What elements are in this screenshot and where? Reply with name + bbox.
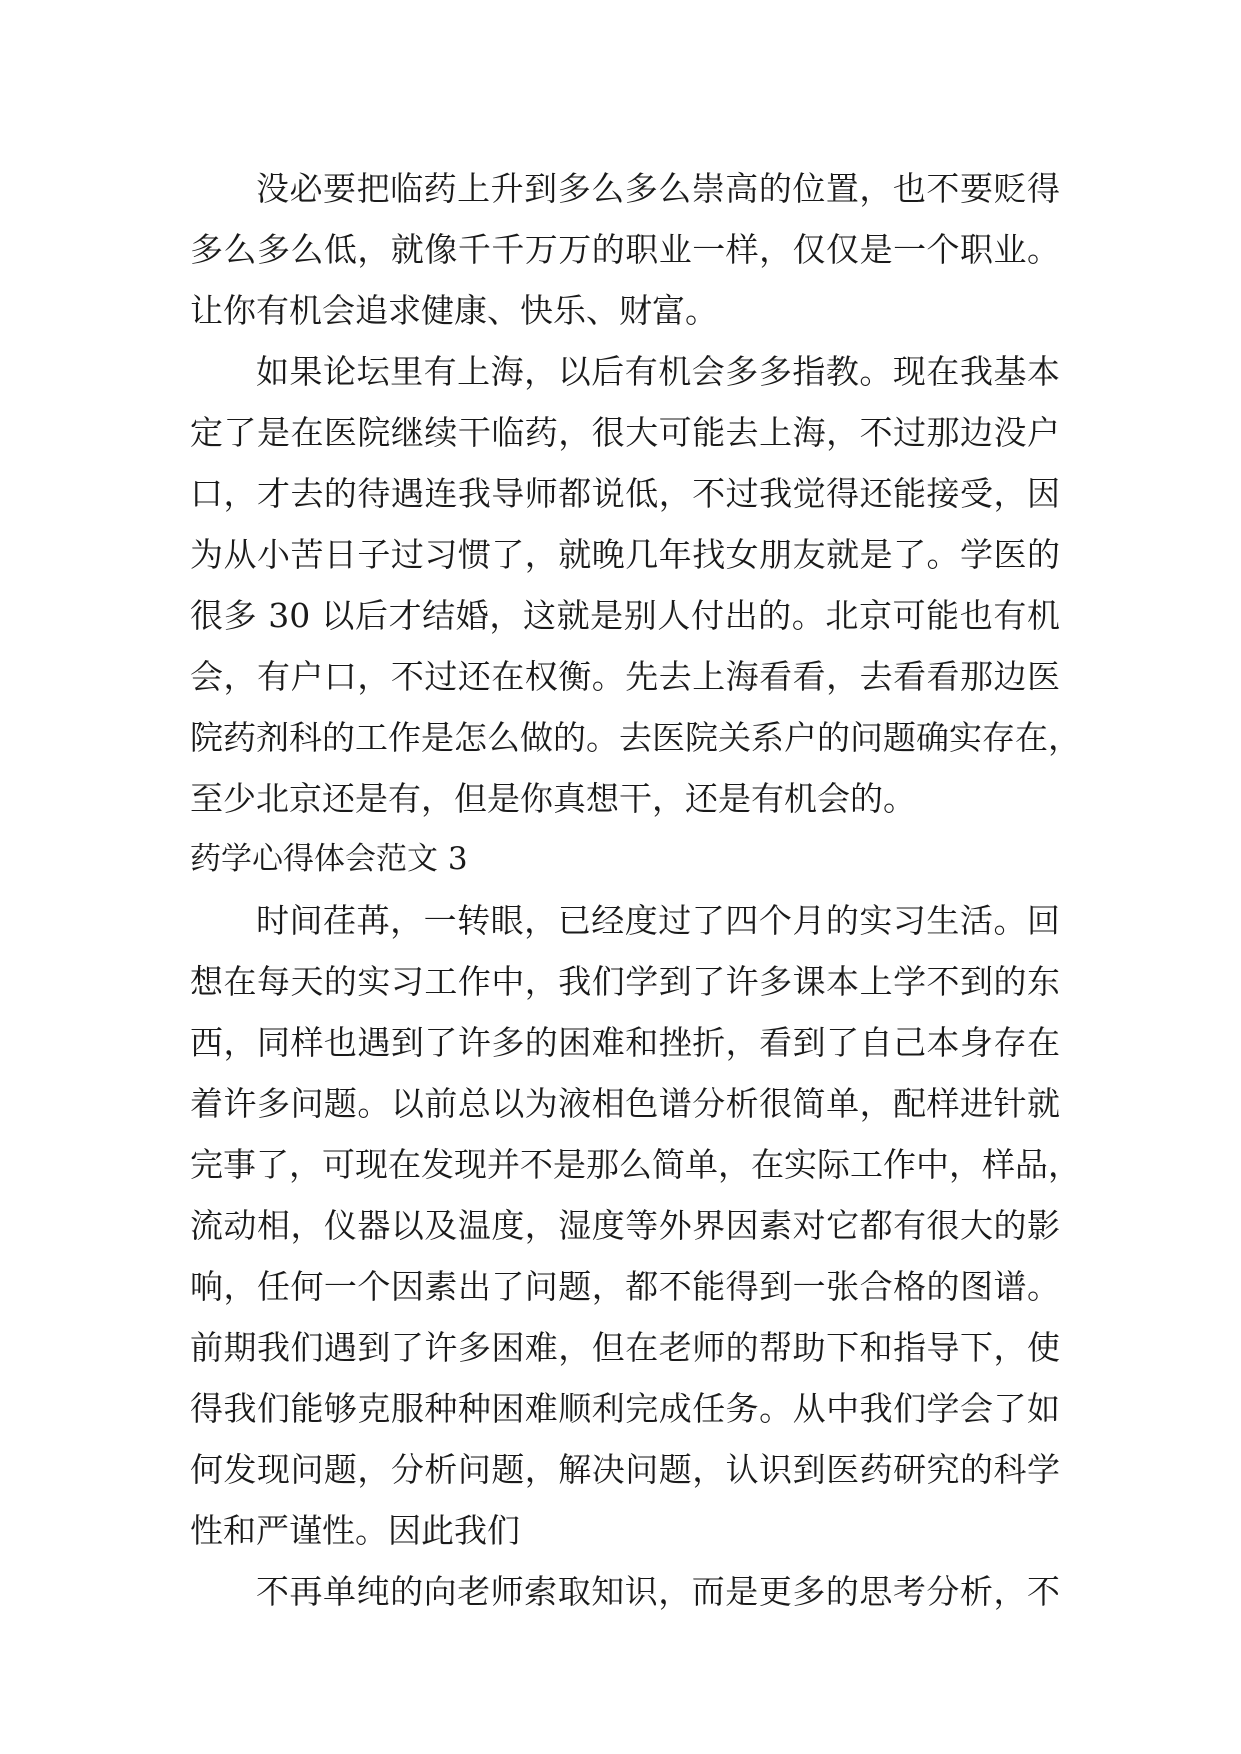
text-line: 至少北京还是有，但是你真想干，还是有机会的。 xyxy=(190,779,916,818)
text-line: 响，任何一个因素出了问题，都不能得到一张合格的图谱。 xyxy=(190,1267,1060,1306)
text-line: 会，有户口，不过还在权衡。先去上海看看，去看看那边医 xyxy=(190,657,1060,696)
text-line: 不再单纯的向老师索取知识，而是更多的思考分析，不 xyxy=(256,1572,1060,1611)
text-line: 何发现问题，分析问题，解决问题，认识到医药研究的科学 xyxy=(190,1450,1060,1489)
text-line: 让你有机会追求健康、快乐、财富。 xyxy=(190,291,718,330)
text-line: 定了是在医院继续干临药，很大可能去上海，不过那边没户 xyxy=(190,413,1060,452)
text-line: 流动相，仪器以及温度，湿度等外界因素对它都有很大的影 xyxy=(190,1206,1060,1245)
text-line: 多么多么低，就像千千万万的职业一样，仅仅是一个职业。 xyxy=(190,230,1060,269)
text-line: 西，同样也遇到了许多的困难和挫折，看到了自己本身存在 xyxy=(190,1023,1060,1062)
text-line: 得我们能够克服种种困难顺利完成任务。从中我们学会了如 xyxy=(190,1389,1060,1428)
text-line: 前期我们遇到了许多困难，但在老师的帮助下和指导下，使 xyxy=(190,1328,1060,1367)
section-heading: 药学心得体会范文 3 xyxy=(190,841,468,877)
text-line: 口，才去的待遇连我导师都说低，不过我觉得还能接受，因 xyxy=(190,474,1060,513)
text-line: 性和严谨性。因此我们 xyxy=(190,1511,520,1550)
text-line: 时间荏苒，一转眼，已经度过了四个月的实习生活。回 xyxy=(256,901,1060,940)
text-line: 没必要把临药上升到多么多么崇高的位置，也不要贬得 xyxy=(256,169,1060,208)
body-text xyxy=(190,158,1081,1622)
text-line: 为从小苦日子过习惯了，就晚几年找女朋友就是了。学医的 xyxy=(190,535,1060,574)
text-line: 如果论坛里有上海，以后有机会多多指教。现在我基本 xyxy=(256,352,1060,391)
text-line: 院药剂科的工作是怎么做的。去医院关系户的问题确实存在， xyxy=(190,718,1081,757)
text-line: 着许多问题。以前总以为液相色谱分析很简单，配样进针就 xyxy=(190,1084,1060,1123)
text-line: 很多 30 以后才结婚，这就是别人付出的。北京可能也有机 xyxy=(190,596,1060,635)
text-line: 完事了，可现在发现并不是那么简单，在实际工作中，样品， xyxy=(190,1145,1081,1184)
text-line: 想在每天的实习工作中，我们学到了许多课本上学不到的东 xyxy=(190,962,1060,1001)
